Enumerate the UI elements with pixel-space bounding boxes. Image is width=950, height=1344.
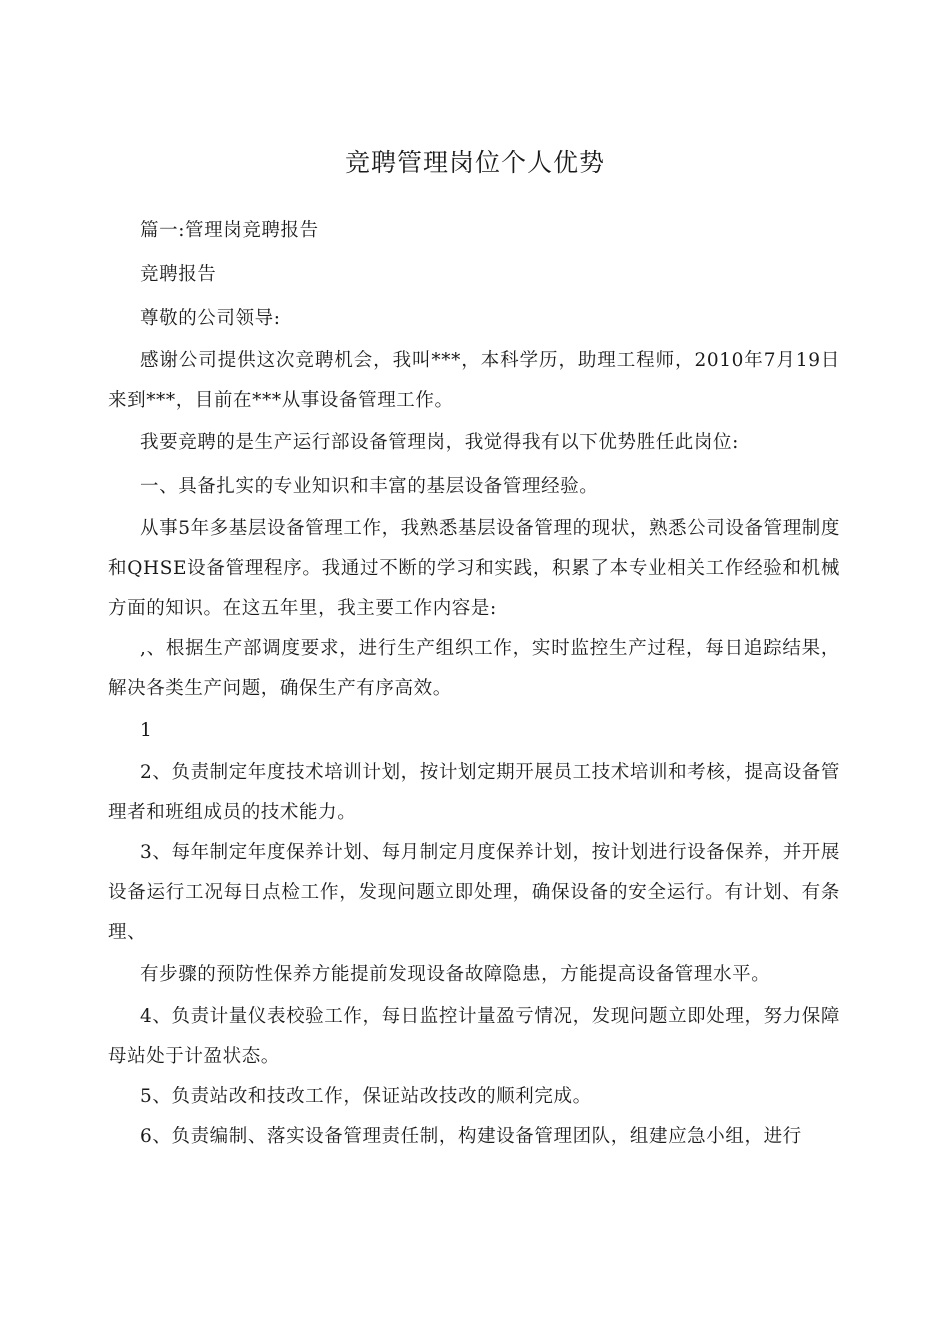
paragraph-duty-one: ,、根据生产部调度要求，进行生产组织工作，实时监控生产过程，每日追踪结果，解决各类生产问题，确保生产有序高效。 <box>108 638 840 699</box>
paragraph-maintenance-note: 有步骤的预防性保养方能提前发现设备故障隐患，方能提高设备管理水平。 <box>140 964 771 985</box>
salutation: 尊敬的公司领导: <box>140 308 281 329</box>
paragraph-duty-two: 2、负责制定年度技术培训计划，按计划定期开展员工技术培训和考核，提高设备管理者和班组成员的技术能力。 <box>108 762 840 823</box>
page-number: 1 <box>140 720 153 741</box>
paragraph-experience: 从事5年多基层设备管理工作，我熟悉基层设备管理的现状，熟悉公司设备管理制度和QHSE设备管理程序。我通过不断的学习和实践，积累了本专业相关工作经验和机械方面的知识。在这五年里，我主要工作内容是: <box>108 518 840 619</box>
paragraph-duty-three: 3、每年制定年度保养计划、每月制定月度保养计划，按计划进行设备保养，并开展设备运行工况每日点检工作，发现问题立即处理，确保设备的安全运行。有计划、有条理、 <box>108 842 840 943</box>
report-heading: 竞聘报告 <box>140 264 217 285</box>
paragraph-duty-six: 6、负责编制、落实设备管理责任制，构建设备管理团队，组建应急小组，进行 <box>140 1126 802 1147</box>
document-body <box>108 209 840 1157</box>
paragraph-position: 我要竞聘的是生产运行部设备管理岗，我觉得我有以下优势胜任此岗位: <box>140 432 739 453</box>
paragraph-duty-five: 5、负责站改和技改工作，保证站改技改的顺利完成。 <box>140 1086 592 1107</box>
document-title: 竞聘管理岗位个人优势 <box>344 148 605 177</box>
paragraph-duty-four: 4、负责计量仪表校验工作，每日监控计量盈亏情况，发现问题立即处理，努力保障母站处于计盈状态。 <box>108 1006 840 1067</box>
paragraph-intro: 感谢公司提供这次竞聘机会，我叫***，本科学历，助理工程师，2010年7月19日来到***，目前在***从事设备管理工作。 <box>108 350 840 411</box>
section-heading: 篇一:管理岗竞聘报告 <box>140 220 319 241</box>
paragraph-advantage-one: 一、具备扎实的专业知识和丰富的基层设备管理经验。 <box>140 476 599 497</box>
